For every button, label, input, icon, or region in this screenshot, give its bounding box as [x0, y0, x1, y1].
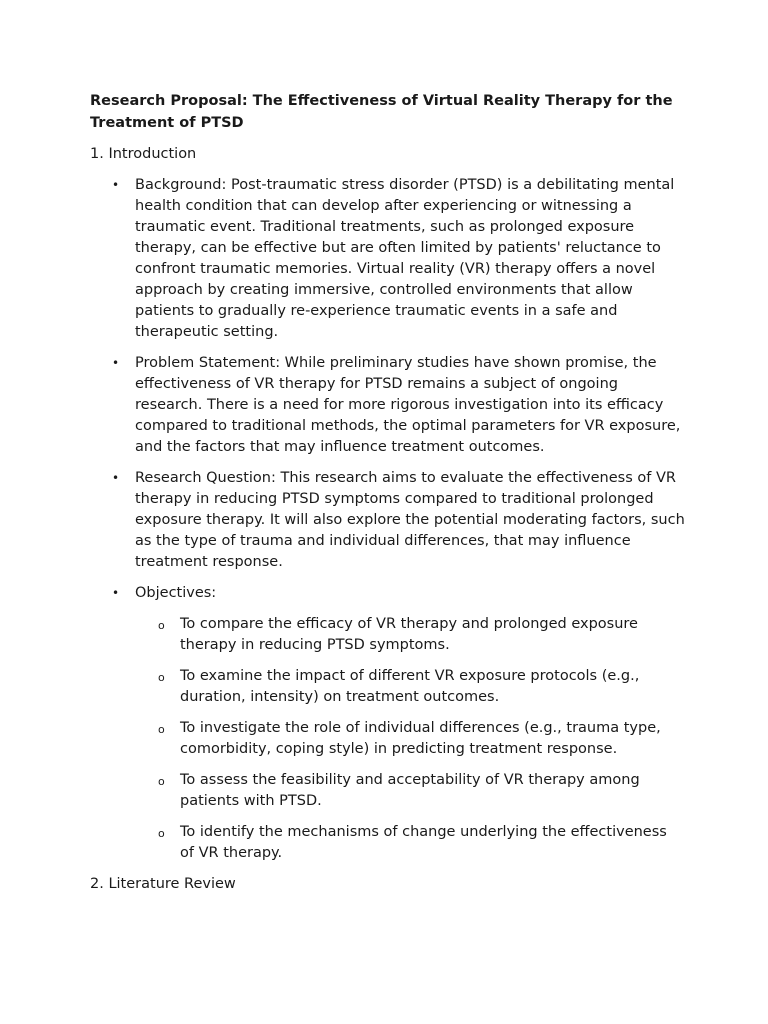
- bullet-item-objectives: [90, 583, 685, 864]
- objective-item: [135, 666, 680, 708]
- sub-bullet-marker: o: [158, 723, 165, 736]
- objective-text: To assess the feasibility and acceptability of VR therapy among patients with PTSD.: [180, 772, 640, 809]
- sub-bullet-marker: o: [158, 619, 165, 632]
- objective-item: [135, 822, 680, 864]
- bullet-item-background: [90, 175, 685, 343]
- objective-text: To identify the mechanisms of change underlying the effectiveness of VR therapy.: [180, 824, 667, 861]
- objective-item: [135, 614, 680, 656]
- section-heading-introduction: 1. Introduction: [90, 146, 197, 162]
- bullet-marker: •: [112, 178, 120, 192]
- objective-item: [135, 718, 680, 760]
- bullet-marker: •: [112, 586, 120, 600]
- bullet-text: Problem Statement: While preliminary studies have shown promise, the effectiveness of VR therapy for PTSD remains a subject of ongoing research. There is a need for more rigorous investigation into its efficacy compared to traditional methods, the optimal parameters for VR exposure, and the factors that may influence treatment outcomes.: [135, 355, 681, 455]
- bullet-marker: •: [112, 356, 120, 370]
- sub-bullet-marker: o: [158, 671, 165, 684]
- document-title: Research Proposal: The Effectiveness of Virtual Reality Therapy for the Treatment of PTSD: [90, 93, 673, 131]
- objective-item: [135, 770, 680, 812]
- bullet-item-problem-statement: [90, 353, 685, 458]
- objective-text: To investigate the role of individual differences (e.g., trauma type, comorbidity, coping style) in predicting treatment response.: [180, 720, 661, 757]
- bullet-item-research-question: [90, 468, 685, 573]
- bullet-text: Background: Post-traumatic stress disorder (PTSD) is a debilitating mental health condition that can develop after experiencing or witnessing a traumatic event. Traditional treatments, such as prolonged exposure therapy, can be effective but are often limited by patients' reluctance to confront traumatic memories. Virtual reality (VR) therapy offers a novel approach by creating immersive, controlled environments that allow patients to gradually re-experience traumatic events in a safe and therapeutic setting.: [135, 177, 675, 340]
- objective-text: To examine the impact of different VR exposure protocols (e.g., duration, intensity) on treatment outcomes.: [180, 668, 640, 705]
- objectives-sub-list: [135, 614, 685, 864]
- bullet-marker: •: [112, 471, 120, 485]
- bullet-text: Research Question: This research aims to evaluate the effectiveness of VR therapy in reducing PTSD symptoms compared to traditional prolonged exposure therapy. It will also explore the potential moderating factors, such as the type of trauma and individual differences, that may influence treatment response.: [135, 470, 685, 570]
- section-heading-literature-review: 2. Literature Review: [90, 876, 236, 892]
- bullet-text: Objectives:: [135, 585, 217, 601]
- introduction-bullet-list: [90, 175, 685, 864]
- sub-bullet-marker: o: [158, 775, 165, 788]
- objective-text: To compare the efficacy of VR therapy and prolonged exposure therapy in reducing PTSD symptoms.: [180, 616, 638, 653]
- sub-bullet-marker: o: [158, 827, 165, 840]
